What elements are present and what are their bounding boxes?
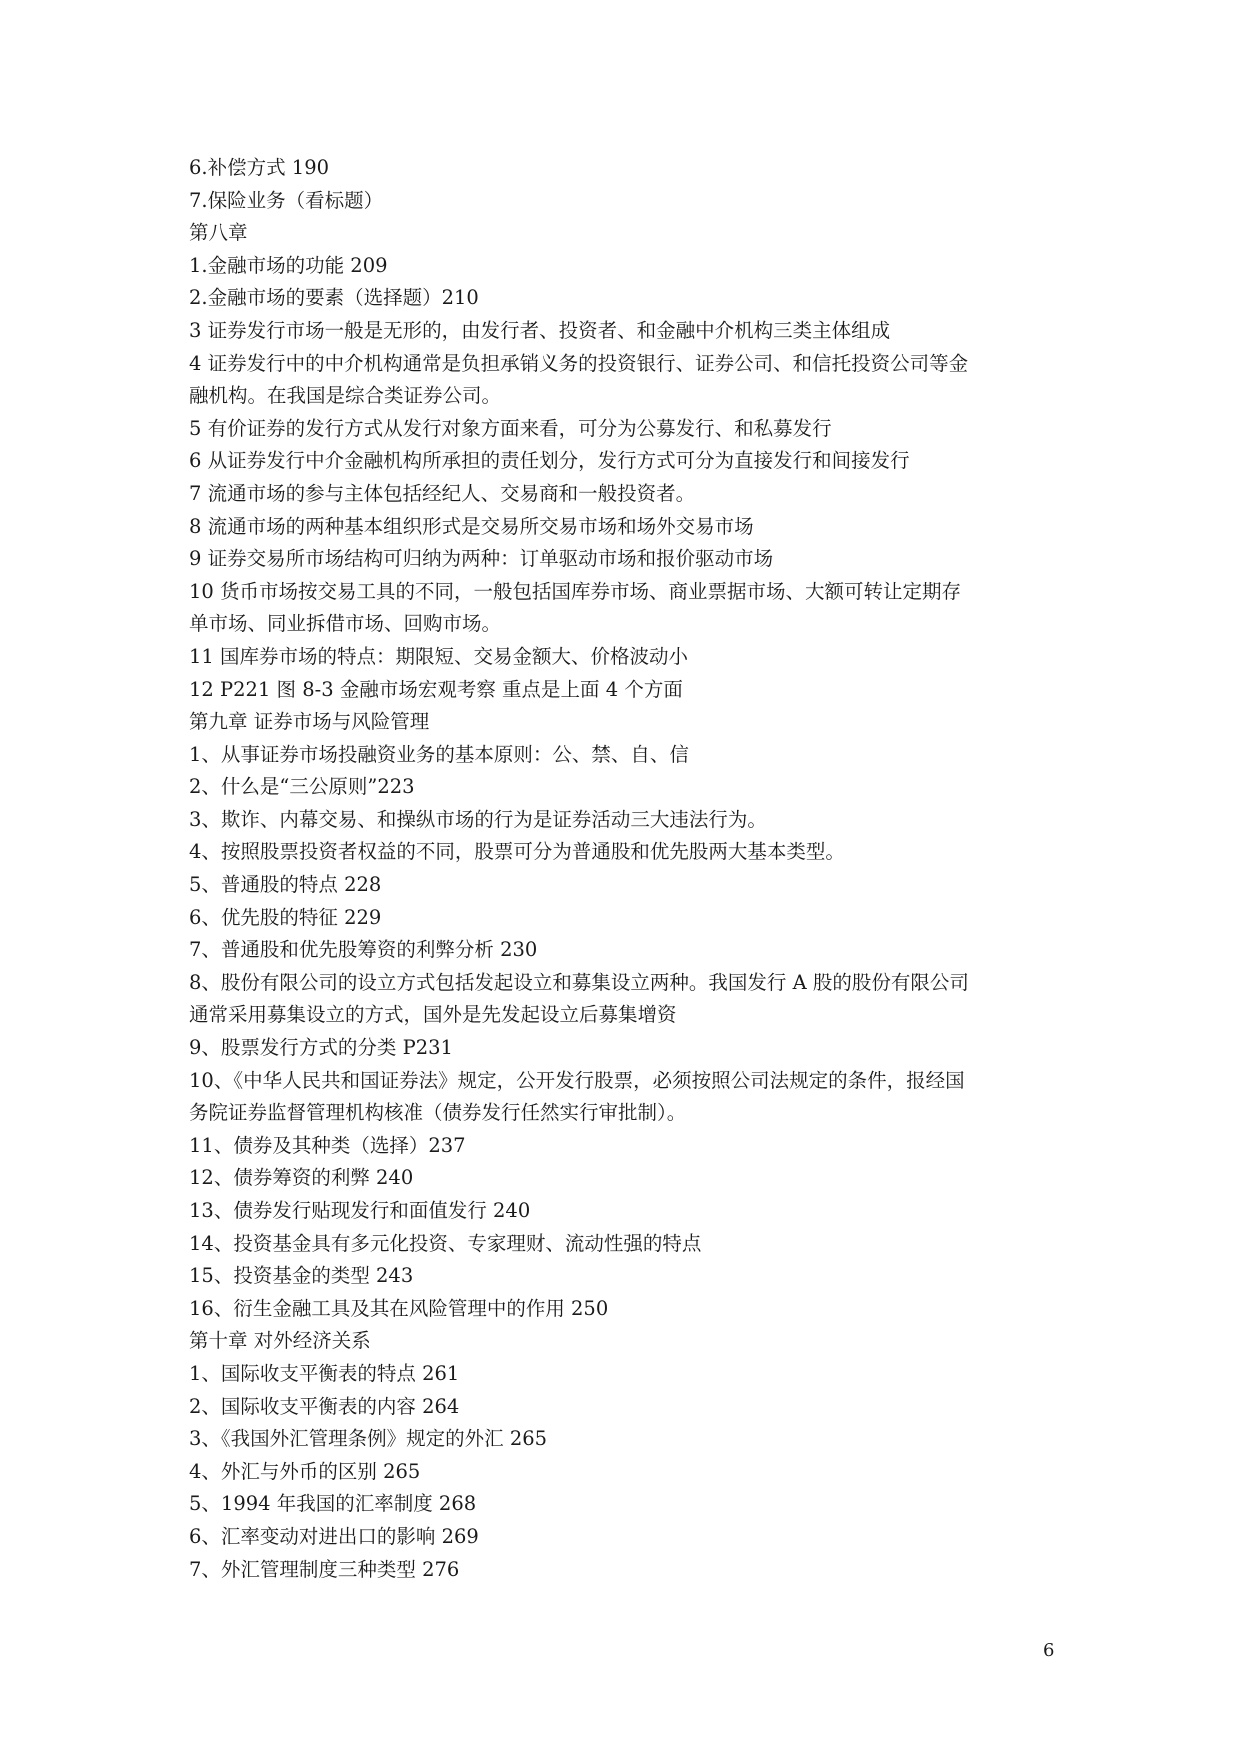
chapter-heading: 第十章 对外经济关系 <box>189 1329 371 1353</box>
text-line: 7、外汇管理制度三种类型 276 <box>189 1557 460 1581</box>
text-line: 2、什么是“三公原则”223 <box>189 775 415 799</box>
text-line: 务院证券监督管理机构核准（债券发行任然实行审批制）。 <box>189 1101 687 1125</box>
text-line: 5 有价证券的发行方式从发行对象方面来看，可分为公募发行、和私募发行 <box>189 416 832 440</box>
text-line: 6、汇率变动对进出口的影响 269 <box>189 1524 479 1548</box>
text-line: 7 流通市场的参与主体包括经纪人、交易商和一般投资者。 <box>189 481 696 505</box>
text-line: 11 国库券市场的特点：期限短、交易金额大、价格波动小 <box>189 644 689 668</box>
text-line: 7.保险业务（看标题） <box>189 188 384 212</box>
text-line: 12、债券筹资的利弊 240 <box>189 1166 414 1190</box>
text-line: 2、国际收支平衡表的内容 264 <box>189 1394 460 1418</box>
document-body <box>189 152 1059 1586</box>
text-line: 融机构。在我国是综合类证券公司。 <box>189 384 502 408</box>
text-line: 4、按照股票投资者权益的不同，股票可分为普通股和优先股两大基本类型。 <box>189 840 845 864</box>
text-line: 12 P221 图 8-3 金融市场宏观考察 重点是上面 4 个方面 <box>189 677 683 701</box>
text-line: 3、《我国外汇管理条例》规定的外汇 265 <box>189 1427 548 1451</box>
page-number: 6 <box>1043 1640 1055 1661</box>
text-line: 3 证券发行市场一般是无形的，由发行者、投资者、和金融中介机构三类主体组成 <box>189 318 891 342</box>
text-line: 6.补偿方式 190 <box>189 156 330 179</box>
text-line: 7、普通股和优先股筹资的利弊分析 230 <box>189 938 538 962</box>
text-line: 4 证券发行中的中介机构通常是负担承销义务的投资银行、证券公司、和信托投资公司等金 <box>189 351 969 375</box>
text-line: 11、债券及其种类（选择）237 <box>189 1133 466 1157</box>
text-line: 单市场、同业拆借市场、回购市场。 <box>189 612 502 636</box>
chapter-heading: 第九章 证券市场与风险管理 <box>189 710 430 734</box>
text-line: 8 流通市场的两种基本组织形式是交易所交易市场和场外交易市场 <box>189 514 754 538</box>
text-line: 2.金融市场的要素（选择题）210 <box>189 286 479 310</box>
text-line: 16、衍生金融工具及其在风险管理中的作用 250 <box>189 1296 609 1320</box>
text-line: 8、股份有限公司的设立方式包括发起设立和募集设立两种。我国发行 A 股的股份有限公司 <box>189 970 969 994</box>
text-line: 1、国际收支平衡表的特点 261 <box>189 1361 460 1385</box>
text-line: 1.金融市场的功能 209 <box>189 253 388 277</box>
text-line: 6、优先股的特征 229 <box>189 905 382 929</box>
text-line: 通常采用募集设立的方式，国外是先发起设立后募集增资 <box>189 1003 677 1027</box>
text-line: 9、股票发行方式的分类 P231 <box>189 1036 453 1060</box>
text-line: 1、从事证券市场投融资业务的基本原则：公、禁、自、信 <box>189 742 689 766</box>
text-line: 14、投资基金具有多元化投资、专家理财、流动性强的特点 <box>189 1231 702 1255</box>
text-line: 5、普通股的特点 228 <box>189 873 382 897</box>
text-line: 15、投资基金的类型 243 <box>189 1264 414 1288</box>
chapter-heading: 第八章 <box>189 221 248 245</box>
text-line: 4、外汇与外币的区别 265 <box>189 1459 421 1483</box>
text-line: 3、欺诈、内幕交易、和操纵市场的行为是证券活动三大违法行为。 <box>189 807 767 831</box>
text-line: 5、1994 年我国的汇率制度 268 <box>189 1492 477 1516</box>
text-line: 13、债券发行贴现发行和面值发行 240 <box>189 1199 531 1222</box>
text-line: 6 从证券发行中介金融机构所承担的责任划分，发行方式可分为直接发行和间接发行 <box>189 449 910 473</box>
text-line: 9 证券交易所市场结构可归纳为两种：订单驱动市场和报价驱动市场 <box>189 547 774 571</box>
text-line: 10、《中华人民共和国证券法》规定，公开发行股票，必须按照公司法规定的条件，报经国 <box>189 1068 965 1092</box>
text-line: 10 货币市场按交易工具的不同，一般包括国库券市场、商业票据市场、大额可转让定期存 <box>189 579 962 603</box>
